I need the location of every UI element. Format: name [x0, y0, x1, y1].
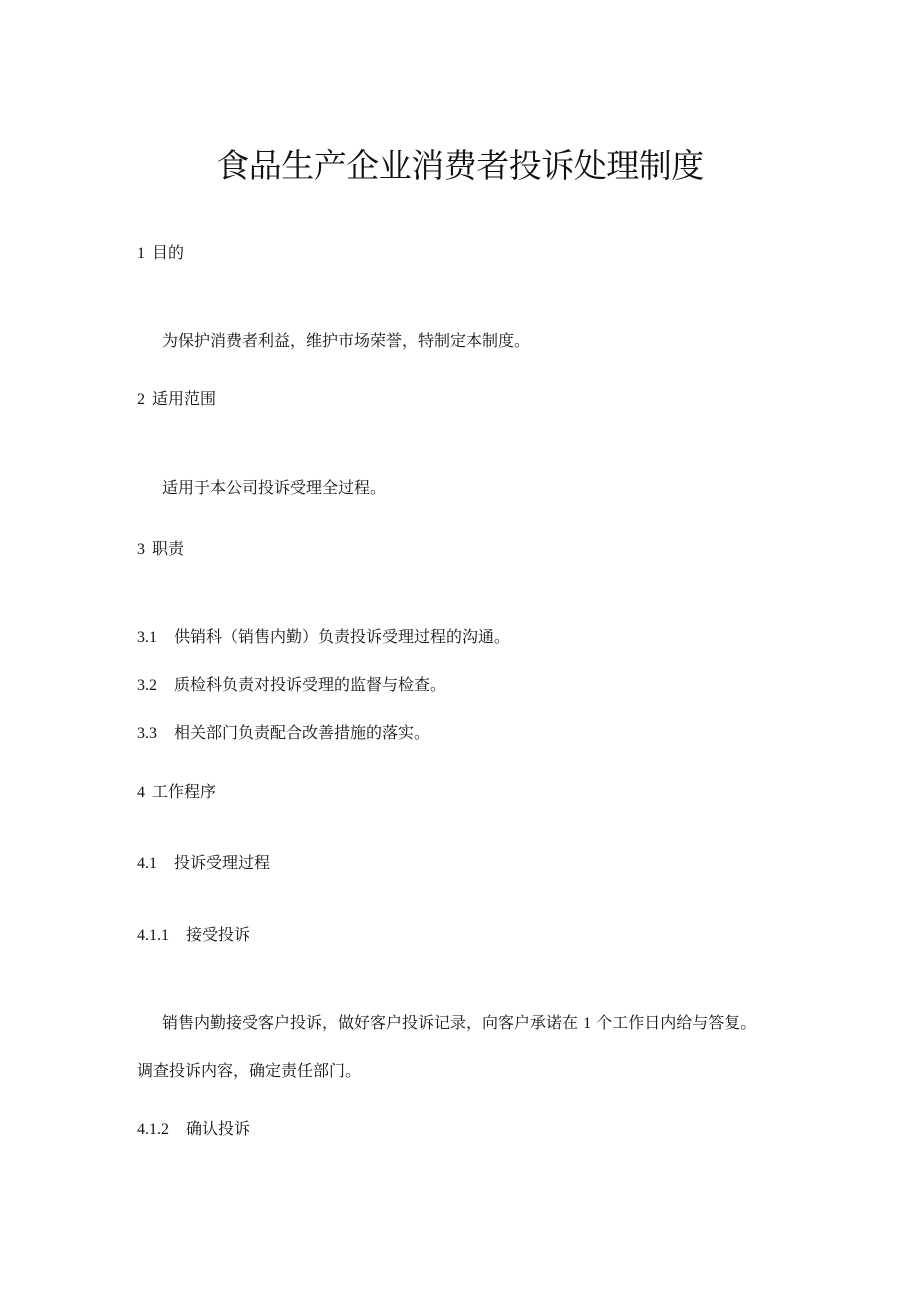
paragraph [162, 1012, 756, 1035]
subsection-text: 质检科负责对投诉受理的监督与检查。 [174, 675, 447, 694]
subsection-number: 3.1 [137, 629, 157, 646]
section-title: 适用范围 [152, 389, 217, 408]
section-heading [137, 388, 216, 411]
subsection-text: 相关部门负责配合改善措施的落实。 [174, 723, 431, 742]
subsubsection-heading [137, 1118, 250, 1141]
subsection-title: 投诉受理过程 [174, 853, 271, 872]
paragraph-text: 销售内勤接受客户投诉，做好客户投诉记录，向客户承诺在 [162, 1013, 579, 1032]
subsection-heading [137, 852, 270, 875]
subsubsection-number: 4.1.1 [137, 927, 169, 944]
subsection-number: 3.3 [137, 725, 157, 742]
paragraph: 为保护消费者利益，维护市场荣誉，特制定本制度。 [162, 331, 531, 350]
subsection-item [137, 722, 430, 745]
section-title: 工作程序 [152, 782, 217, 801]
subsubsection-number: 4.1.2 [137, 1121, 169, 1138]
paragraph-text: 个工作日内给与答复。 [596, 1013, 757, 1032]
subsubsection-title: 确认投诉 [186, 1119, 251, 1138]
document-title: 食品生产企业消费者投诉处理制度 [216, 146, 704, 185]
section-heading [137, 242, 184, 265]
section-number: 1 [137, 245, 145, 262]
section-heading [137, 538, 184, 561]
subsubsection-heading [137, 924, 250, 947]
section-title: 职责 [152, 539, 185, 558]
paragraph: 调查投诉内容，确定责任部门。 [137, 1061, 362, 1080]
inline-number: 1 [583, 1015, 592, 1032]
subsection-text: 供销科（销售内勤）负责投诉受理过程的沟通。 [174, 627, 511, 646]
section-number: 4 [137, 784, 145, 801]
subsection-item [137, 626, 510, 649]
subsubsection-title: 接受投诉 [186, 925, 251, 944]
section-heading [137, 781, 216, 804]
subsection-number: 3.2 [137, 677, 157, 694]
paragraph: 适用于本公司投诉受理全过程。 [162, 478, 387, 497]
subsection-number: 4.1 [137, 855, 157, 872]
section-number: 2 [137, 391, 145, 408]
section-title: 目的 [152, 243, 185, 262]
subsection-item [137, 674, 446, 697]
section-number: 3 [137, 541, 145, 558]
